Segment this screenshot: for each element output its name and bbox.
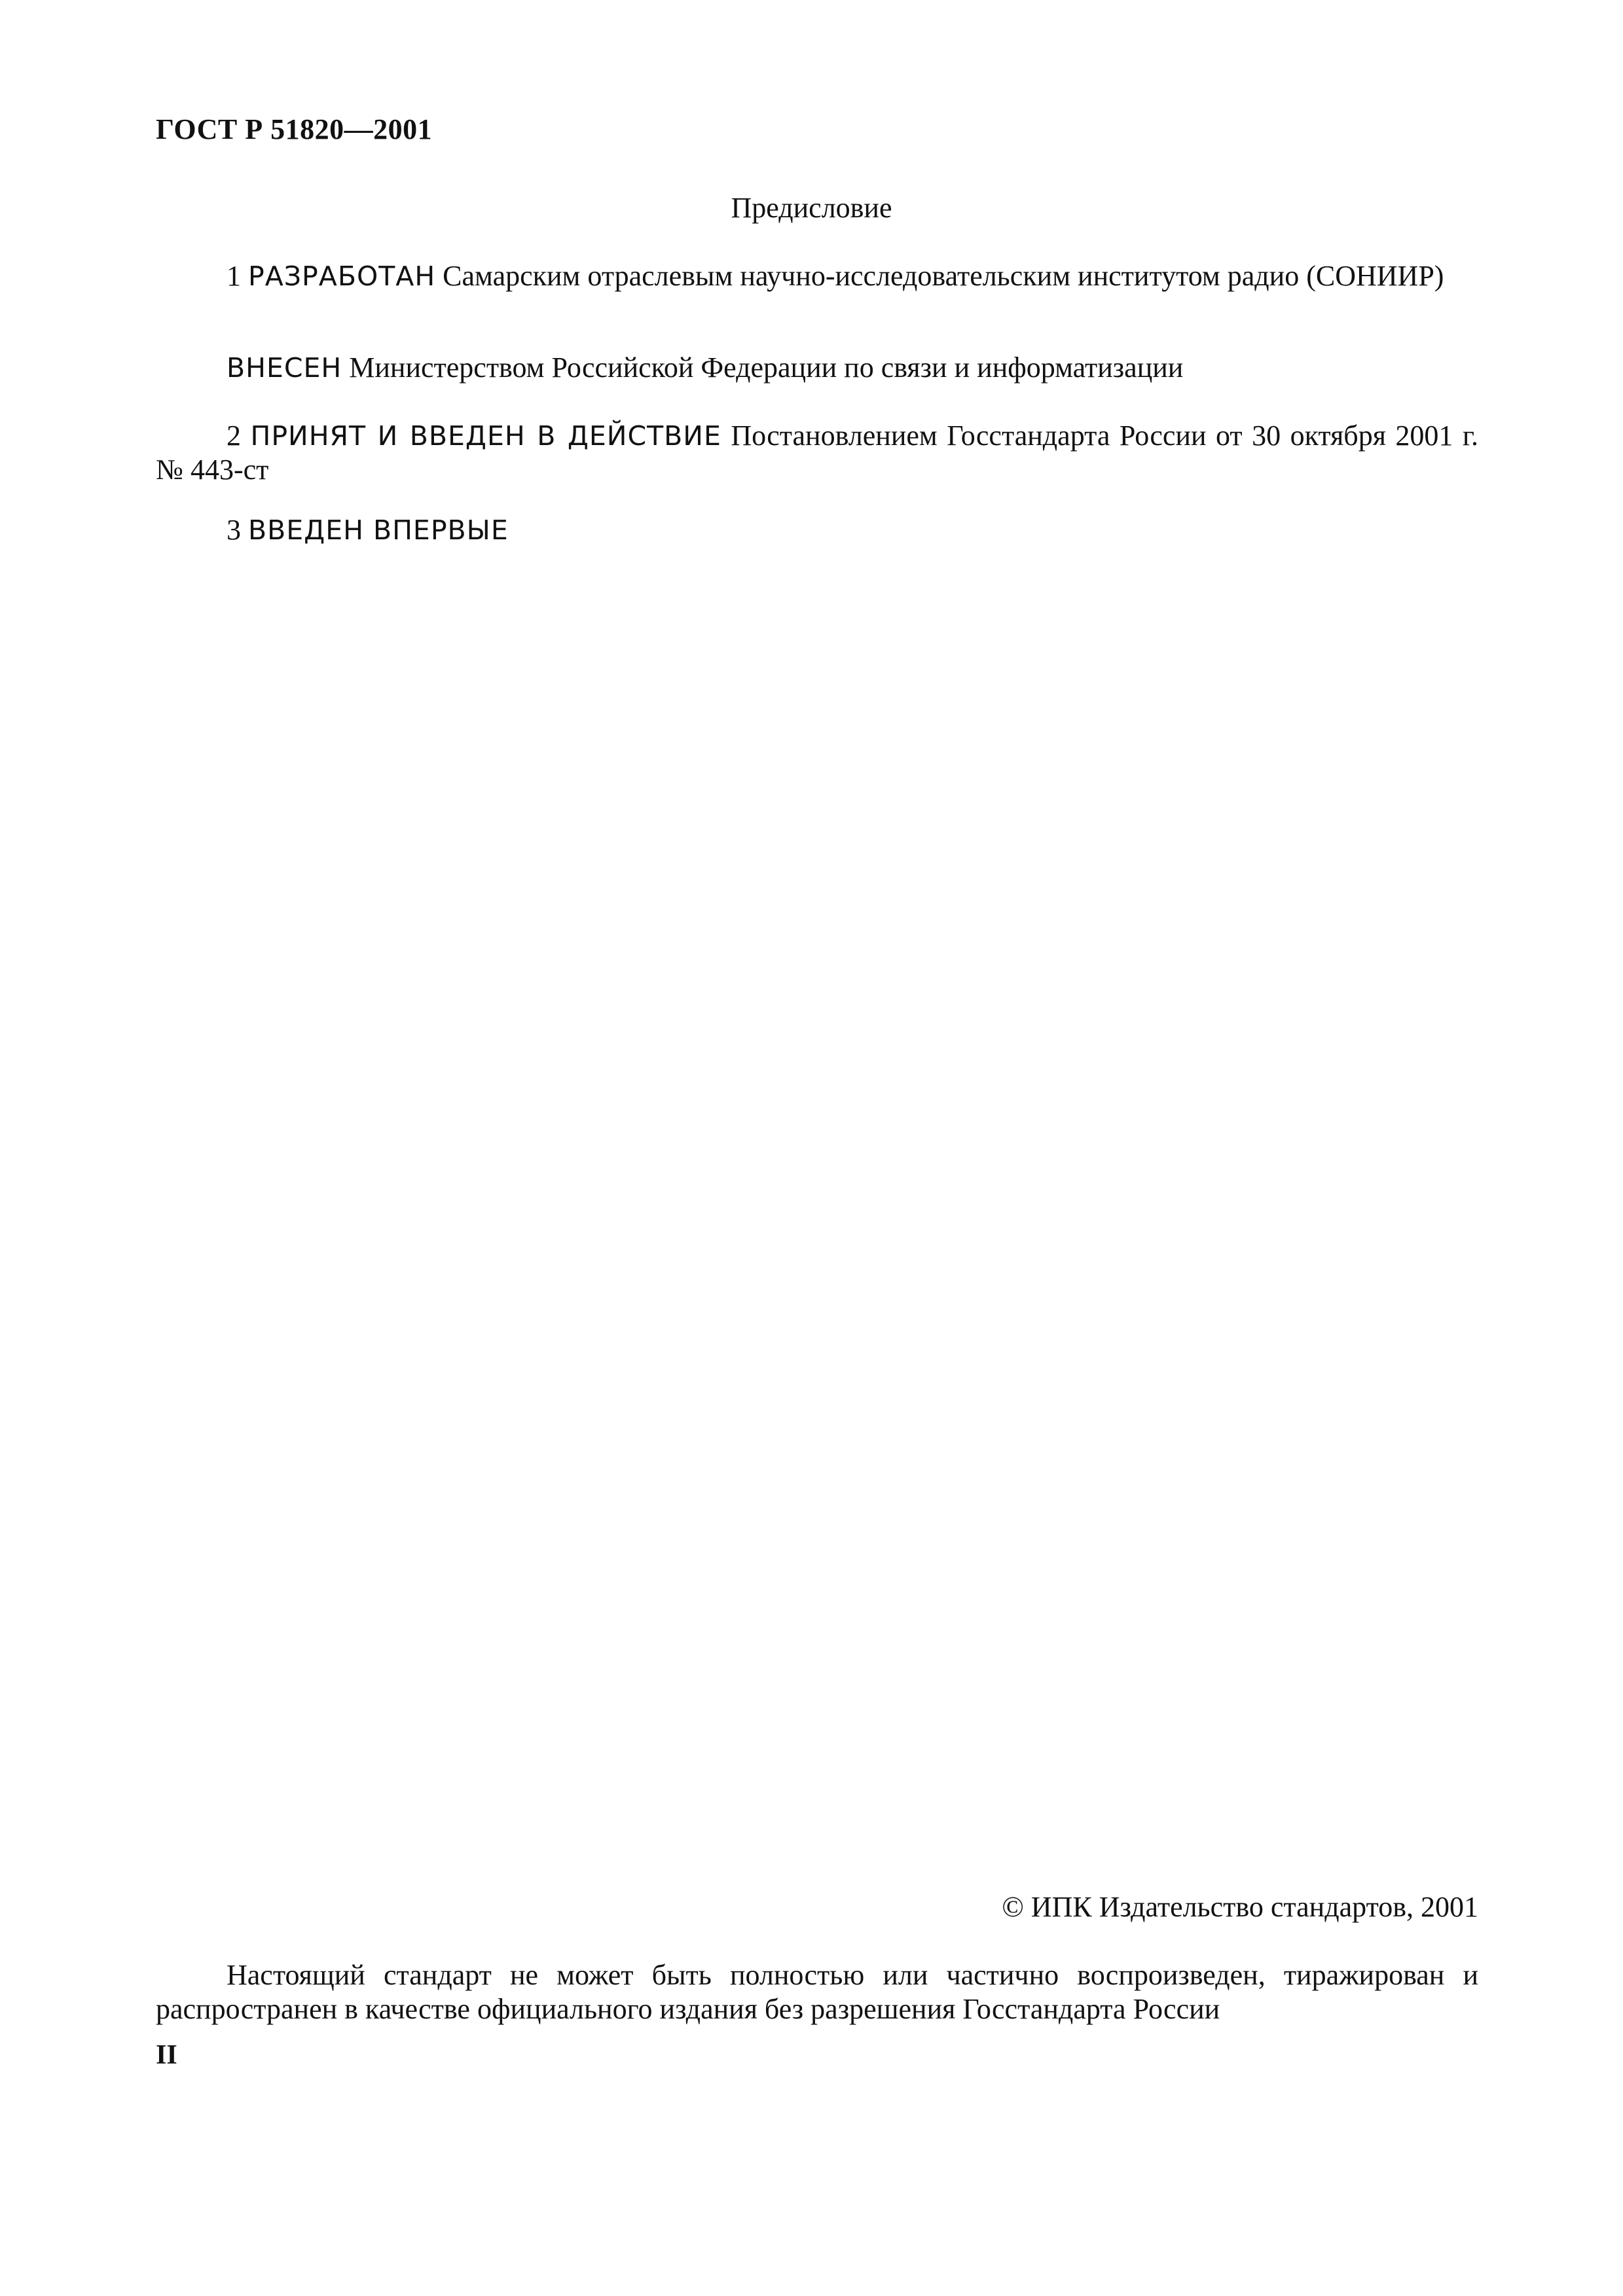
item-text: Самарским отраслевым научно-исследовательским институтом радио (СОНИИР) bbox=[435, 260, 1444, 292]
preface-item-1b bbox=[156, 351, 1478, 385]
item-caps: ВНЕСЕН bbox=[227, 352, 342, 384]
item-number: 2 bbox=[227, 420, 241, 452]
item-number: 3 bbox=[227, 514, 241, 546]
preface-item-1 bbox=[156, 259, 1478, 293]
page-number: II bbox=[156, 2040, 177, 2070]
item-text: Министерством Российской Федерации по связи и информатизации bbox=[342, 351, 1184, 384]
preface-item-3 bbox=[156, 513, 1478, 547]
preface-title: Предисловие bbox=[731, 192, 892, 224]
item-caps: РАЗРАБОТАН bbox=[248, 260, 436, 292]
preface-item-2 bbox=[156, 419, 1478, 487]
reproduction-notice: Настоящий стандарт не может быть полностью или частично воспроизведен, тиражирован и распространен в качестве официального издания без разрешения Госстандарта России bbox=[156, 1959, 1478, 2025]
document-code: ГОСТ Р 51820—2001 bbox=[156, 113, 433, 145]
copyright-line: © ИПК Издательство стандартов, 2001 bbox=[1002, 1891, 1478, 1923]
item-caps: ВВЕДЕН ВПЕРВЫЕ bbox=[248, 514, 509, 546]
item-text: Постановлением Госстандарта России от 30 октября 2001 г. № 443-ст bbox=[156, 420, 1478, 486]
item-caps: ПРИНЯТ И ВВЕДЕН В ДЕЙСТВИЕ bbox=[250, 420, 721, 452]
item-number: 1 bbox=[227, 260, 241, 292]
